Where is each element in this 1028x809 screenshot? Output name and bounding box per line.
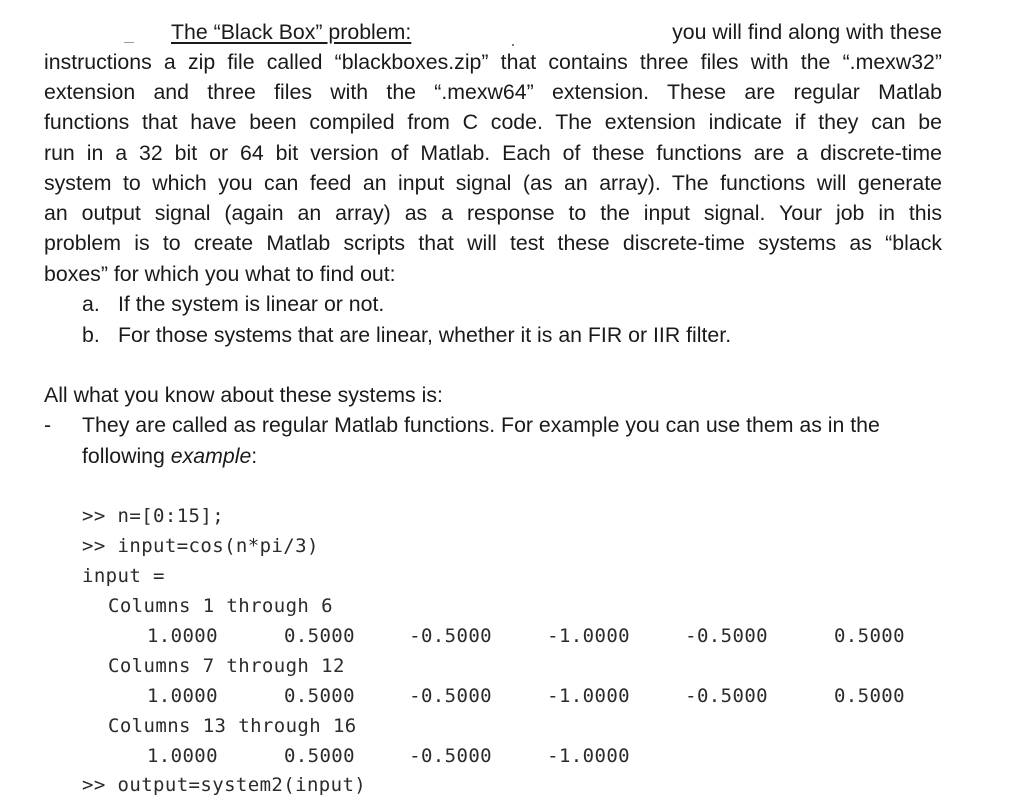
output-value: 0.5000 xyxy=(833,685,905,707)
scan-artifact-dot xyxy=(512,44,514,46)
bullet-text-line-1: They are called as regular Matlab functions. For example you can use them as in the xyxy=(82,413,880,437)
output-value: -0.5000 xyxy=(685,625,768,647)
code-variable-label: input = xyxy=(82,565,165,587)
code-command-2: >> input=cos(n*pi/3) xyxy=(82,535,319,557)
columns-header-1: Columns 1 through 6 xyxy=(108,595,333,617)
paragraph-line-6: system to which you can feed an input signal (as an array). The functions will generate xyxy=(44,171,942,195)
output-value: 0.5000 xyxy=(833,625,905,647)
section-heading: All what you know about these systems is: xyxy=(44,383,443,407)
columns-header-2: Columns 7 through 12 xyxy=(108,655,345,677)
list-item-a: If the system is linear or not. xyxy=(118,292,385,316)
output-value: -1.0000 xyxy=(547,745,630,767)
paragraph-line-9: boxes” for which you what to find out: xyxy=(44,262,396,286)
paragraph-line-4: functions that have been compiled from C code. The extension indicate if they can be xyxy=(44,110,942,134)
code-command-1: >> n=[0:15]; xyxy=(82,505,225,527)
paragraph-line-8: problem is to create Matlab scripts that will test these discrete-time systems as “black xyxy=(44,231,942,255)
list-marker-a: a. xyxy=(82,292,100,316)
output-value: 1.0000 xyxy=(146,685,218,707)
code-command-3: >> output=system2(input) xyxy=(82,774,367,796)
list-marker-b: b. xyxy=(82,323,100,347)
scan-artifact-mark xyxy=(124,42,134,43)
output-value: -1.0000 xyxy=(547,625,630,647)
output-value: -0.5000 xyxy=(409,625,492,647)
list-item-b: For those systems that are linear, whether it is an FIR or IIR filter. xyxy=(118,323,732,347)
output-value: 0.5000 xyxy=(283,685,355,707)
paragraph-line-3: extension and three files with the “.mexw64” extension. These are regular Matlab xyxy=(44,80,942,104)
paragraph-line-7: an output signal (again an array) as a response to the input signal. Your job in this xyxy=(44,201,942,225)
output-value: -0.5000 xyxy=(409,745,492,767)
paragraph-line-5: run in a 32 bit or 64 bit version of Matlab. Each of these functions are a discrete-time xyxy=(44,141,942,165)
bullet-marker: - xyxy=(44,413,52,437)
output-value: 0.5000 xyxy=(283,625,355,647)
output-value: 1.0000 xyxy=(146,745,218,767)
output-value: 1.0000 xyxy=(146,625,218,647)
output-value: 0.5000 xyxy=(283,745,355,767)
paragraph-line-1: you will find along with these xyxy=(672,20,942,44)
paragraph-line-2: instructions a zip file called “blackboxes.zip” that contains three files with the “.mexw32” xyxy=(44,50,942,74)
emphasis-example: example xyxy=(170,444,252,468)
bullet-text-line-2: following example: xyxy=(82,444,258,468)
columns-header-3: Columns 13 through 16 xyxy=(108,715,357,737)
output-value: -0.5000 xyxy=(409,685,492,707)
output-value: -0.5000 xyxy=(685,685,768,707)
output-value: -1.0000 xyxy=(547,685,630,707)
problem-title: The “Black Box” problem: xyxy=(171,20,412,44)
